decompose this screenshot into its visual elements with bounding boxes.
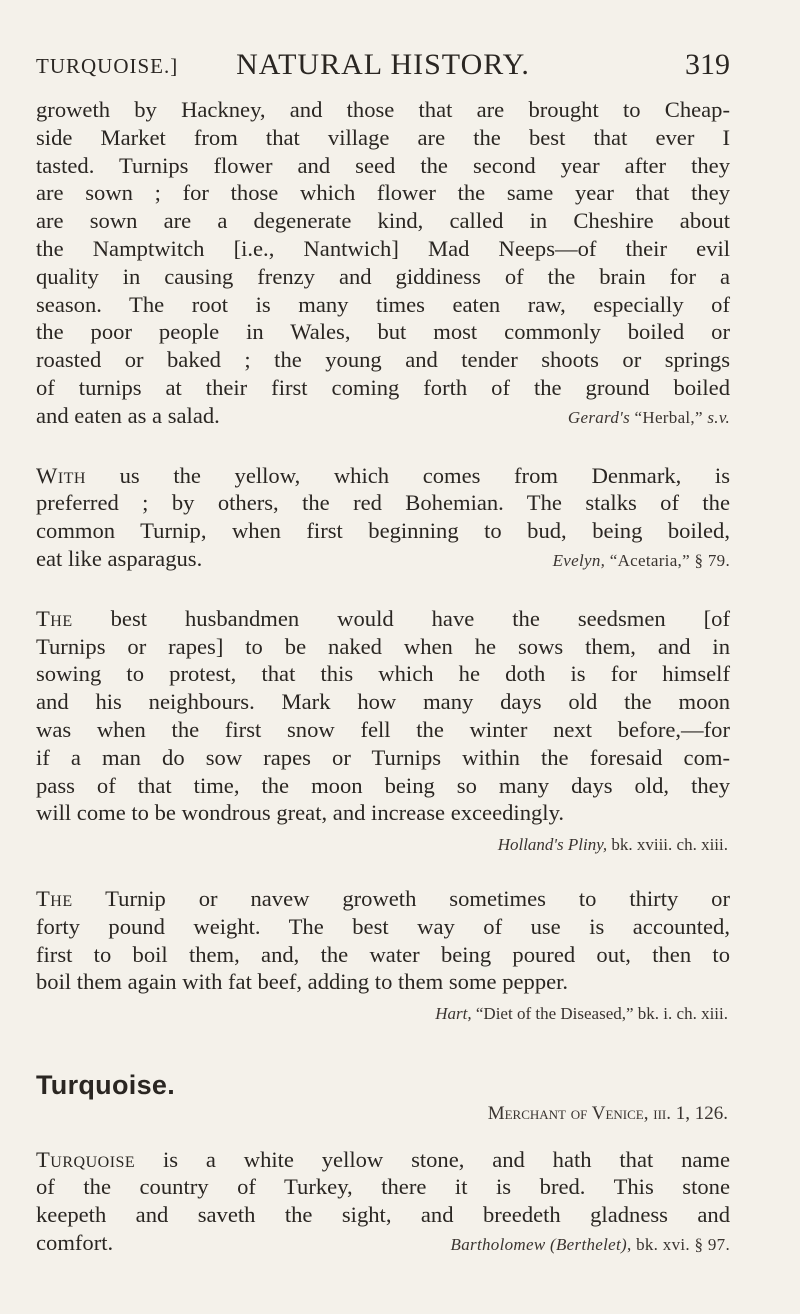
text-line-with-citation — [36, 402, 730, 432]
citation-ref: s.v. — [707, 407, 730, 427]
paragraph-spacer — [36, 1128, 730, 1146]
text-line-with-citation — [36, 545, 730, 575]
text-line: will come to be wondrous great, and increase exceedingly. — [36, 800, 565, 826]
gerard-paragraph — [36, 96, 730, 432]
citation-author: Bartholomew — [450, 1234, 546, 1254]
text-line: sowing to protest, that this which he doth is for himself — [36, 661, 730, 687]
text-line-with-citation — [36, 1229, 730, 1259]
citation — [568, 404, 730, 432]
text-line: groweth by Hackney, and those that are brought to Cheap- — [36, 97, 730, 122]
citation — [553, 547, 730, 575]
lead-word: Turquoise — [36, 1146, 136, 1172]
evelyn-paragraph — [36, 462, 730, 575]
text-line: are sown ; for those which flower the same year that they — [36, 180, 730, 206]
lead-word: With — [36, 462, 86, 488]
text-fragment: Turnip or navew groweth sometimes to thirty or — [72, 885, 730, 911]
text-line: if a man do sow rapes or Turnips within the foresaid com- — [36, 744, 730, 770]
section-source-reference — [36, 1100, 730, 1128]
text-line: quality in causing frenzy and giddiness of the brain for a — [36, 263, 730, 289]
text-line: preferred ; by others, the red Bohemian. The stalks of the — [36, 490, 730, 516]
text-line — [36, 605, 730, 633]
citation — [451, 1231, 730, 1259]
text-line: forty pound weight. The best way of use is accounted, — [36, 913, 730, 939]
page-number: 319 — [685, 48, 730, 81]
page-body — [36, 96, 730, 1259]
holland-paragraph — [36, 605, 730, 859]
citation-author: Gerard's — [567, 407, 630, 427]
paragraph-spacer — [36, 575, 730, 605]
citation-author: Hart, — [435, 1004, 472, 1024]
text-line: boil them again with fat beef, adding to them some pepper. — [36, 969, 569, 995]
text-line: roasted or baked ; the young and tender shoots or springs — [36, 347, 730, 373]
running-head-title: NATURAL HISTORY. — [236, 48, 530, 81]
text-line — [36, 1146, 730, 1174]
text-line: season. The root is many times eaten raw, especially of — [36, 291, 730, 317]
running-head-section: TURQUOISE.] — [36, 54, 179, 78]
citation-work: “Diet of the Diseased,” bk. i. ch. xiii. — [471, 1004, 728, 1024]
text-fragment: best husbandmen would have the seedsmen [of — [72, 605, 730, 631]
text-line: side Market from that village are the best that ever I — [36, 124, 730, 150]
running-head — [36, 48, 730, 90]
text-fragment: us the yellow, which comes from Denmark, is — [85, 462, 730, 488]
text-line: pass of that time, the moon being so many days old, they — [36, 772, 730, 798]
text-line: first to boil them, and, the water being poured out, then to — [36, 941, 730, 967]
paragraph-spacer — [36, 1028, 730, 1072]
text-line: and eaten as a salad. — [36, 402, 220, 428]
citation-author: Evelyn, — [552, 550, 606, 570]
text-line: tasted. Turnips flower and seed the second year after they — [36, 152, 730, 178]
text-line: comfort. — [36, 1229, 114, 1255]
text-line: and his neighbours. Mark how many days old the moon — [36, 689, 730, 715]
text-line — [36, 462, 730, 490]
citation-work: “Herbal,” — [629, 407, 708, 427]
text-line: eat like asparagus. — [36, 545, 203, 571]
text-line: the Namptwitch [i.e., Nantwich] Mad Neeps—of their evil — [36, 235, 730, 261]
text-fragment: is a white yellow stone, and hath that name — [135, 1146, 730, 1172]
section-heading: Turquoise. — [36, 1069, 176, 1100]
paragraph-spacer — [36, 859, 730, 885]
text-line: are sown are a degenerate kind, called in Cheshire about — [36, 208, 730, 234]
citation-author: Holland's Pliny, — [497, 835, 608, 855]
text-line: common Turnip, when first beginning to bud, being boiled, — [36, 518, 730, 544]
citation-work: , bk. xvi. § 97. — [626, 1234, 730, 1254]
citation-work: “Acetaria,” § 79. — [605, 550, 730, 570]
text-line: of turnips at their first coming forth of the ground boiled — [36, 374, 730, 400]
text-line: of the country of Turkey, there it is bred. This stone — [36, 1174, 730, 1200]
source-text: Merchant of Venice, iii. 1, 126. — [487, 1102, 728, 1124]
hart-paragraph — [36, 885, 730, 1028]
text-line — [36, 885, 730, 913]
paragraph-spacer — [36, 432, 730, 462]
citation — [36, 1000, 730, 1028]
citation-work: bk. xviii. ch. xiii. — [607, 835, 728, 855]
text-line: Turnips or rapes] to be naked when he sows them, and in — [36, 633, 730, 659]
lead-word: The — [36, 885, 73, 911]
lead-word: The — [36, 605, 73, 631]
text-line: was when the first snow fell the winter next before,—for — [36, 716, 730, 742]
text-line: the poor people in Wales, but most commonly boiled or — [36, 319, 730, 345]
text-line: keepeth and saveth the sight, and breedeth gladness and — [36, 1202, 730, 1228]
citation — [36, 831, 730, 859]
citation-printer: (Berthelet) — [550, 1234, 627, 1254]
turquoise-paragraph — [36, 1146, 730, 1259]
